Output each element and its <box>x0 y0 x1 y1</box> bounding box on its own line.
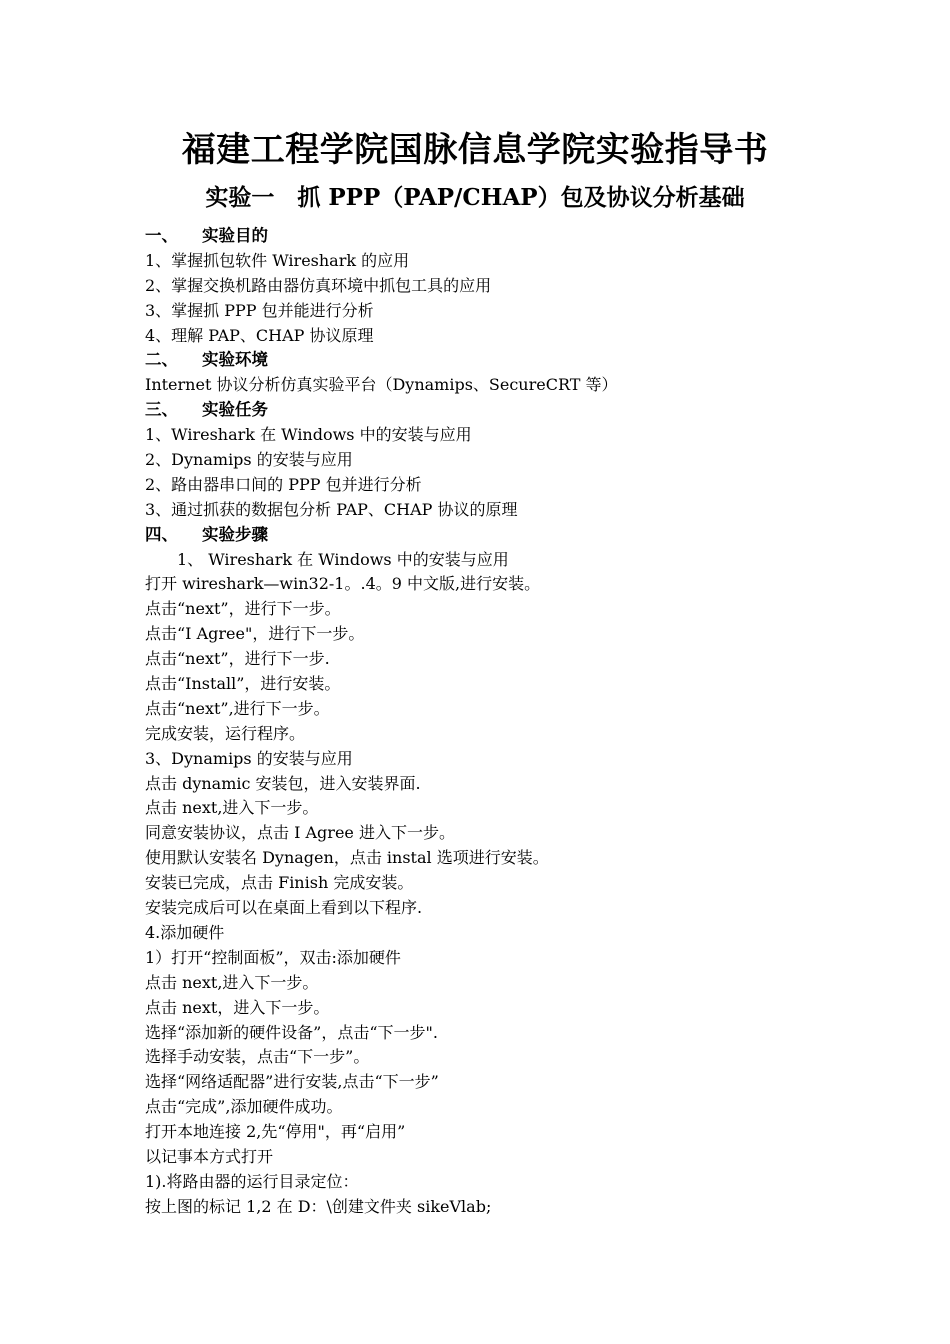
paragraph-line: 1、Wireshark 在 Windows 中的安装与应用 <box>145 425 472 445</box>
paragraph-line: 点击“next”，进行下一步。 <box>145 599 341 619</box>
section-title: 实验步骤 <box>202 524 268 544</box>
step-heading: 1、 Wireshark 在 Windows 中的安装与应用 <box>177 549 509 569</box>
paragraph-line: 点击“Install”，进行安装。 <box>145 674 341 694</box>
paragraph-line: 点击 next,进入下一步。 <box>145 798 319 818</box>
section-heading-environment <box>145 348 825 373</box>
paragraph-line: 点击“完成”,添加硬件成功。 <box>145 1097 343 1117</box>
paragraph-line: 同意安装协议，点击 I Agree 进入下一步。 <box>145 823 455 843</box>
section-title: 实验环境 <box>202 350 268 370</box>
section-number: 一、 <box>145 226 178 245</box>
paragraph-line: 完成安装，运行程序。 <box>145 723 306 743</box>
paragraph-line: 点击“next”,进行下一步。 <box>145 698 330 718</box>
paragraph-line: 点击 dynamic 安装包，进入安装界面. <box>145 773 421 793</box>
section-heading-steps <box>145 523 825 548</box>
section-title: 实验任务 <box>202 400 268 420</box>
paragraph-line: 使用默认安装名 Dynagen，点击 instal 选项进行安装。 <box>145 848 549 868</box>
paragraph-line: 安装完成后可以在桌面上看到以下程序. <box>145 898 423 918</box>
paragraph-line: 点击“next”，进行下一步. <box>145 649 330 669</box>
paragraph-line: 2、路由器串口间的 PPP 包并进行分析 <box>145 474 422 494</box>
paragraph-line: 3、Dynamips 的安装与应用 <box>145 748 353 768</box>
section-title: 实验目的 <box>202 226 268 245</box>
paragraph-line: 3、掌握抓 PPP 包并能进行分析 <box>145 300 374 320</box>
paragraph-line: 按上图的标记 1,2 在 D：\创建文件夹 sikeVlab; <box>145 1196 492 1216</box>
paragraph-line: 打开本地连接 2,先“停用"，再“启用” <box>145 1122 406 1142</box>
paragraph-line: 1）打开“控制面板”，双击:添加硬件 <box>145 947 401 967</box>
paragraph-line: 点击 next，进入下一步。 <box>145 997 330 1017</box>
section-number: 二、 <box>145 350 178 370</box>
paragraph-line: 点击 next,进入下一步。 <box>145 972 319 992</box>
paragraph-line: Internet 协议分析仿真实验平台（Dynamips、SecureCRT 等） <box>145 375 618 395</box>
document-title: 福建工程学院国脉信息学院实验指导书 <box>181 130 769 170</box>
section-heading-tasks <box>145 398 825 423</box>
paragraph-line: 点击“I Agree"，进行下一步。 <box>145 624 365 644</box>
paragraph-line: 4、理解 PAP、CHAP 协议原理 <box>145 325 374 345</box>
paragraph-line: 2、掌握交换机路由器仿真环境中抓包工具的应用 <box>145 275 492 295</box>
paragraph-line: 选择“添加新的硬件设备”，点击“下一步". <box>145 1022 438 1042</box>
document-body <box>145 224 825 1220</box>
paragraph-line: 1、掌握抓包软件 Wireshark 的应用 <box>145 250 410 270</box>
section-heading-objectives <box>145 224 825 249</box>
document-subtitle: 实验一 抓 PPP（PAP/CHAP）包及协议分析基础 <box>205 184 745 211</box>
paragraph-line: 选择“网络适配器”进行安装,点击“下一步” <box>145 1072 439 1092</box>
paragraph-line: 打开 wireshark—win32-1。.4。9 中文版,进行安装。 <box>145 574 541 594</box>
section-number: 三、 <box>145 400 178 420</box>
paragraph-line: 4.添加硬件 <box>145 922 225 942</box>
paragraph-line: 3、通过抓获的数据包分析 PAP、CHAP 协议的原理 <box>145 499 518 519</box>
paragraph-line: 1).将路由器的运行目录定位： <box>145 1171 359 1191</box>
paragraph-line: 选择手动安装，点击“下一步”。 <box>145 1047 370 1067</box>
paragraph-line: 以记事本方式打开 <box>145 1146 274 1166</box>
paragraph-line: 安装已完成，点击 Finish 完成安装。 <box>145 873 414 893</box>
section-number: 四、 <box>145 524 178 544</box>
paragraph-line: 2、Dynamips 的安装与应用 <box>145 450 353 470</box>
